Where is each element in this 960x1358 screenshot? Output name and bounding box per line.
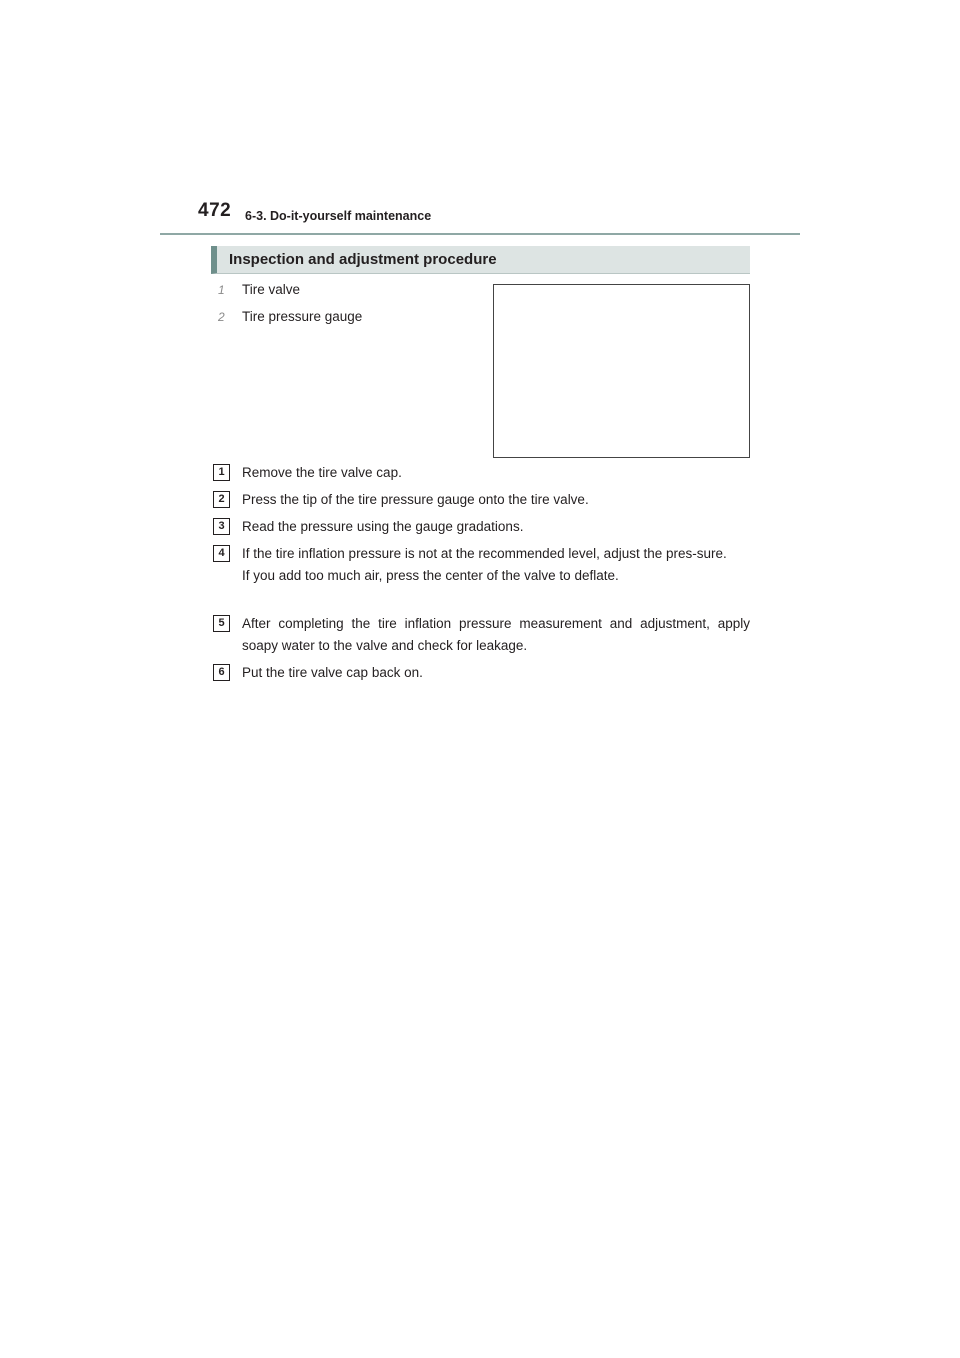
step-number-badge: 1 [213, 464, 230, 481]
step-3 [213, 516, 750, 538]
step-number-badge: 6 [213, 664, 230, 681]
legend-label: Tire pressure gauge [242, 309, 363, 324]
callout-number: 2 [218, 309, 225, 324]
step-text: Read the pressure using the gauge gradations. [242, 519, 524, 534]
step-text: Remove the tire valve cap. [242, 465, 402, 480]
step-text: Put the tire valve cap back on. [242, 665, 423, 680]
step-text: If the tire inflation pressure is not at the recommended level, adjust the pres-sure. [242, 546, 727, 561]
step-text: After completing the tire inflation pressure measurement and adjustment, apply soapy water to the valve and check for leakage. [242, 616, 750, 653]
header-divider [160, 233, 800, 235]
step-number-badge: 3 [213, 518, 230, 535]
section-label: 6-3. Do-it-yourself maintenance [245, 209, 432, 223]
step-number-badge: 4 [213, 545, 230, 562]
section-title: Inspection and adjustment procedure [229, 251, 497, 268]
legend-item-tire-valve [218, 282, 300, 297]
step-2 [213, 489, 750, 511]
step-number-badge: 5 [213, 615, 230, 632]
step-5 [213, 613, 750, 657]
step-1 [213, 462, 750, 484]
step-number-badge: 2 [213, 491, 230, 508]
page-number: 472 [198, 200, 232, 221]
callout-number: 1 [218, 282, 225, 297]
step-note: If you add too much air, press the center of the valve to deflate. [242, 568, 619, 583]
legend-item-tire-pressure-gauge [218, 309, 362, 324]
illustration-figure [493, 284, 750, 458]
step-text: Press the tip of the tire pressure gauge onto the tire valve. [242, 492, 589, 507]
legend-label: Tire valve [242, 282, 301, 297]
section-heading-bar [211, 246, 750, 274]
step-4 [213, 543, 750, 587]
step-6 [213, 662, 750, 684]
